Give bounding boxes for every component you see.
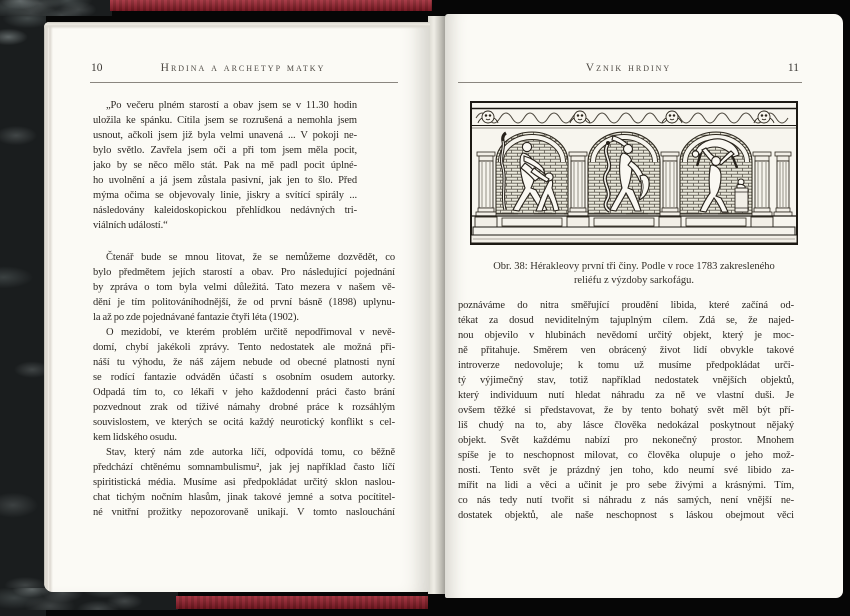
text-line: následovány kaleidoskopickou přehlídkou nedávných tri- bbox=[93, 205, 357, 216]
text-line: viálních událostí.“ bbox=[93, 220, 168, 231]
paragraph bbox=[458, 298, 794, 523]
running-head-left bbox=[91, 62, 395, 74]
text-line: dění je tím politováníhodnější, že od první básně (1898) uplynu- bbox=[93, 297, 395, 308]
text-line: se rodící fantazie odváděn účastí s osobním osudem autorky. bbox=[93, 372, 395, 383]
text-line: uložila ke spánku. Cítila jsem se rozrušená a nemohla jsem bbox=[93, 115, 357, 126]
header-rule-left bbox=[90, 82, 398, 83]
page-left bbox=[44, 22, 430, 592]
text-line: Čtenář bude se mnou litovat, že se nemůžeme dozvědět, co bbox=[106, 252, 395, 263]
text-line: tý výjimečný stav, totiž například nedostatek vnějších objektů, bbox=[458, 375, 794, 386]
text-line: bylo světlo. Zavřela jsem oči a při tom jsem měla pocit, bbox=[93, 145, 357, 156]
text-line: objekt. Svět každému nabízí pro nekonečný prostor. Mnohem bbox=[458, 435, 794, 446]
text-line: kem lidského osudu. bbox=[93, 432, 177, 443]
text-line: ho uvolnění a já jsem zůstala pasivní, jak jen to šlo. Před bbox=[93, 175, 357, 186]
caption-line: Obr. 38: Hérakleovy první tři činy. Podle v roce 1783 zakresleného bbox=[493, 261, 775, 272]
running-head-right bbox=[458, 62, 799, 74]
running-header-title-right: Vznik hrdiny bbox=[585, 62, 672, 74]
header-rule-right bbox=[458, 82, 802, 83]
text-line: ně přitahuje. Směrem ven obrácený život lidí obvykle takové bbox=[458, 345, 794, 356]
text-line: chat tichým nočním hlasům, jinak takové jemné a sotva pocítitel- bbox=[93, 492, 395, 503]
book-cover-edge-left bbox=[0, 0, 46, 616]
text-line: mířit na lidi a věci a učinit je pro sebe živými a krásnými. Tím, bbox=[458, 480, 794, 491]
text-line: který individuum nutí hledat náhradu za ně ve vlastní duši. Je bbox=[458, 390, 794, 401]
text-line: nosti. Tento svět je prázdný jen toho, kdo neumí své libido za- bbox=[458, 465, 794, 476]
book-gutter bbox=[428, 16, 445, 594]
running-header-title-left: Hrdina a archetyp matky bbox=[160, 62, 326, 74]
text-line: la až po zde pojednávané fantazie čtyři léta (1902). bbox=[93, 312, 299, 323]
text-line: liš chudý na to, aby lásce člověka nedokázal poskytnout nějaký bbox=[458, 420, 794, 431]
body-text-left bbox=[93, 98, 395, 520]
text-line: „Po večeru plném starostí a obav jsem se v 11.30 hodin bbox=[106, 100, 357, 111]
caption-line: reliéfu z výzdoby sarkofágu. bbox=[573, 274, 695, 286]
text-line: bylo předmětem jejích starostí a obav. Pro následující pojednání bbox=[93, 267, 395, 278]
text-line: ovšem těžké si představovat, že by tento bohatý svět měl být pří- bbox=[458, 405, 794, 416]
body-text-right bbox=[458, 298, 794, 523]
page-number-left: 10 bbox=[91, 62, 103, 74]
quote-paragraph bbox=[93, 98, 357, 233]
text-line: pozvednout zrak od tíživé námahy drobné práce k rozsáhlým bbox=[93, 402, 395, 413]
page-number-right: 11 bbox=[787, 62, 799, 74]
text-line: souvislostem, ve kterých se ocitá každý neurotický konflikt s cel- bbox=[93, 417, 395, 428]
text-line: Stav, který nám zde autorka líčí, odpovídá tomu, co běžně bbox=[106, 447, 395, 458]
text-line: dostatek objektů, ale naše neschopnost s láskou obejmout věci bbox=[458, 510, 794, 521]
text-line: předchází chtěnému somnambulismu², jak jej například často líčí bbox=[93, 462, 395, 473]
text-line: jako by se něco mělo stát. Pak na mě padl pocit úplné- bbox=[93, 160, 357, 171]
text-line: spiritistická média. Musíme asi předpokládat určitý sklon naslou- bbox=[93, 477, 395, 488]
text-line: náší tu výhodu, že náš zájem nebude od obecné platnosti nyní bbox=[93, 357, 395, 368]
paragraph bbox=[93, 250, 395, 325]
book-cover-red-spine-top bbox=[110, 0, 432, 11]
book-cover-red-spine-bottom bbox=[176, 596, 428, 609]
text-line: nou objevilo v hlubinách nevědomí určitý objekt, který je moc- bbox=[458, 330, 794, 341]
paragraph bbox=[93, 325, 395, 445]
paragraph bbox=[93, 445, 395, 520]
book-cover-corner-top bbox=[0, 0, 112, 16]
text-line: tékat za dosud neviditelným tajuplným cílem. Zdá se, že najed- bbox=[458, 315, 794, 326]
text-line: né vnitřní prožitky nepozorovaně unikají. V tomto naslouchání bbox=[93, 507, 395, 518]
figure-herakles-relief bbox=[470, 98, 798, 287]
text-line: usnout, ačkoli jsem již byla velmi unavená ... V pokoji ne- bbox=[93, 130, 357, 141]
text-line: domí, chybí jakékoli zprávy. Tento nedostatek ale možná při- bbox=[93, 342, 395, 353]
text-line: Odpadá tím to, co lékaři v jeho každodenní práci často brání bbox=[93, 387, 395, 398]
text-line: co nás tedy nutí tvořit si náhradu z nás samých, není vnější ne- bbox=[458, 495, 794, 506]
text-line: by zpráva o tom byla velmi důležitá. Tato mezera v našem vě- bbox=[93, 282, 395, 293]
text-line: O mezidobí, ve kterém problém určitě nepodřimoval v nevě- bbox=[106, 327, 395, 338]
figure-caption bbox=[470, 260, 798, 287]
text-line: mýma očima se objevovaly linie, jiskry a svítící spirály ... bbox=[93, 190, 357, 201]
text-line: spíše je to neschopnost milovat, co člověka olupuje o jeho mož- bbox=[458, 450, 794, 461]
page-right bbox=[445, 14, 843, 598]
sarcophagus-relief-engraving bbox=[470, 98, 798, 248]
text-line: poznáváme do nitra směřující proudění libida, které začíná od- bbox=[458, 300, 794, 311]
text-line: introverze nedovoluje; k tomu už musíme předpokládat urči- bbox=[458, 360, 794, 371]
